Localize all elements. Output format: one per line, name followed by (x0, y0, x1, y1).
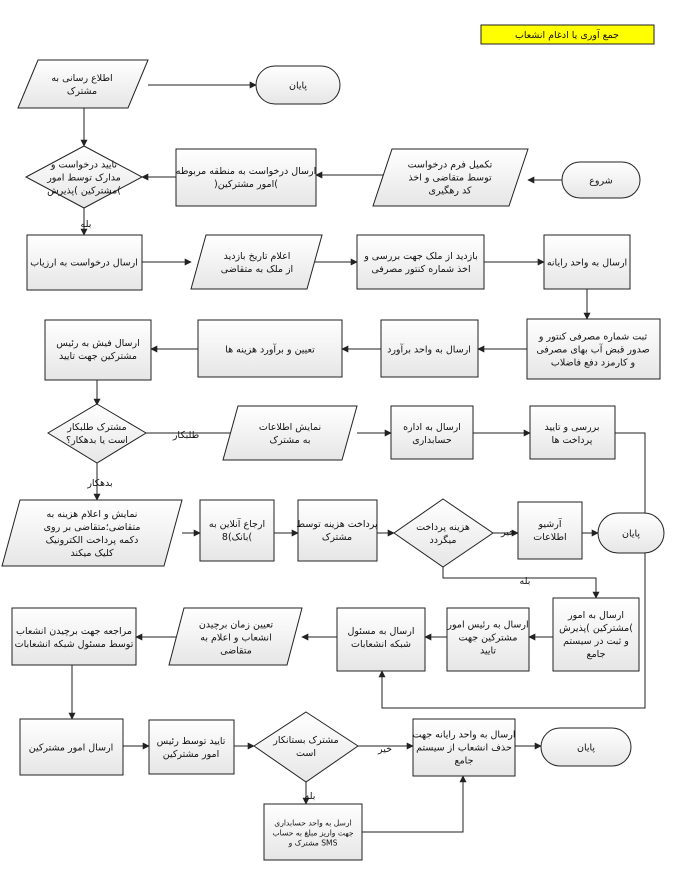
node-paid (394, 499, 493, 567)
node-text-n-review: بررسی و تایید (544, 422, 600, 433)
label-debtor: بدهکار (87, 478, 113, 489)
node-text-n-visit: بازدید از ملک جهت بررسی و (364, 251, 478, 262)
node-text-n-redirect: بانک)8( (221, 532, 253, 543)
node-text-n-refer: مراجعه جهت برچیدن انشعاب (16, 626, 132, 637)
node-text-n-refund: جهت واریز مبلغ به حساب (272, 828, 354, 838)
node-text-n-schedule: انشعاب و اعلام به (200, 632, 272, 644)
node-text-n-send-affairs: ارسال به امور (568, 610, 624, 621)
node-text-n-form: تکمیل فرم درخواست (407, 159, 493, 171)
node-text-n-form: کد رهگیری (428, 185, 472, 197)
node-text-n-delete: حذف انشعاب از سیستم (416, 742, 512, 754)
node-text-n-start: شروع (589, 175, 613, 187)
title-banner (481, 25, 654, 44)
node-creditor (48, 404, 146, 463)
node-text-n-send-eval: ارسال درخواست به ارزیاب (30, 257, 138, 269)
node-text-n-end3: پایان (576, 742, 596, 754)
node-text-n-approve: مدارک توسط امور (47, 172, 121, 184)
node-redirect (200, 500, 274, 561)
node-text-n-send-head: تایید (479, 645, 497, 657)
node-text-n-send-affairs: جامع (586, 649, 606, 660)
node-text-n-confirm: امور مشترکین (162, 749, 220, 760)
node-text-n-send-acc: حسابداری (412, 435, 452, 446)
node-text-n-redirect: ارجاع آنلاین به (208, 519, 266, 530)
node-text-n-record: صدور قبض آب بهای مصرفی (536, 344, 650, 356)
node-text-n-send-acc: ارسال به اداره (403, 422, 461, 433)
node-visit (357, 235, 484, 289)
node-send-fish (45, 320, 151, 380)
label-no-creditor2: خیر (378, 744, 392, 755)
node-text-n-review: پرداخت ها (551, 435, 593, 446)
node-inform (18, 60, 148, 108)
node-text-n-record: ثبت شماره مصرفی کنتور و (538, 331, 648, 343)
title-text: جمع آوری یا ادغام انشعاب (514, 30, 620, 41)
node-text-n-refund: مشترک و SMS (288, 838, 338, 848)
node-text-n-send-resp: ارسال به مسئول (347, 626, 415, 637)
node-text-n-end1: پایان (288, 80, 308, 92)
node-text-n-send-affairs: و ثبت در سیستم (563, 636, 629, 647)
node-text-n-paid: میگردد (429, 535, 457, 546)
node-text-n-delete: جامع (454, 755, 474, 767)
node-text-n-approve: تایید درخواست و (50, 159, 118, 171)
node-text-n-creditor: مشترک طلبکار (67, 422, 127, 433)
node-send-affairs (553, 598, 639, 671)
node-text-n-creditor2: است (296, 748, 316, 759)
label-creditor: طلبکار (172, 430, 200, 441)
node-text-n-refer: توسط مسئول شبکه انشعابات (14, 639, 134, 650)
node-text-n-schedule: تعیین زمان برچیدن (198, 619, 274, 631)
node-text-n-confirm: تایید توسط رئیس (156, 736, 226, 747)
node-text-n-inform: مشترک (66, 86, 98, 97)
node-text-n-send-affairs: مشترکین )پذیرش( (559, 623, 633, 634)
node-creditor2 (254, 712, 358, 782)
node-text-n-estimate: تعیین و برآورد هزینه ها (225, 344, 315, 356)
node-pay (298, 500, 377, 561)
label-yes-creditor2: بله (304, 791, 316, 802)
node-text-n-paid: هزینه پرداخت (416, 522, 470, 533)
label-yes-paid: بله (519, 576, 531, 587)
node-text-n-show-cost: دکمه پرداخت الکترونیک (45, 535, 139, 546)
node-text-n-send-estimate: ارسال به واحد برآورد (387, 344, 471, 356)
node-text-n-show-cost: نمایش و اعلام هزینه به (46, 509, 138, 520)
node-text-n-archive: آرشیو (538, 519, 562, 530)
node-archive (518, 502, 582, 559)
node-text-n-approve: مشترکین )پذیرش( (47, 185, 121, 197)
node-text-n-send-head: مشترکین جهت (458, 632, 518, 644)
node-text-n-show-info: نمایش اطلاعات (258, 422, 322, 433)
node-text-n-pay: مشترک (321, 532, 353, 543)
node-text-n-show-cost: متقاضی؛متقاضی بر روی (43, 522, 141, 533)
label-no-paid: خیر (501, 527, 515, 538)
node-send-region (176, 149, 316, 206)
node-text-n-inform: اطلاع رسانی به (51, 73, 113, 84)
node-text-n-delete: ارسال به واحد رایانه جهت (412, 729, 516, 741)
node-text-n-archive: اطلاعات (533, 532, 567, 543)
node-text-n-send-resp: شبکه انشعابات (351, 639, 411, 650)
node-text-n-send-affairs2: ارسال امور مشترکین (28, 742, 114, 754)
node-text-n-send-region: ارسال درخواست به منطقه مربوطه (175, 166, 317, 177)
node-confirm (149, 720, 234, 774)
node-text-n-date: اعلام تاریخ بازدید (223, 251, 291, 262)
node-text-n-send-head: ارسال به رئیس امور (447, 619, 529, 631)
node-text-n-show-cost: کلیک میکند (70, 548, 114, 559)
label-yes-approve: بله (80, 219, 92, 230)
node-text-n-date: از ملک به متقاضی (220, 264, 294, 275)
node-text-n-send-fish: مشترکین جهت تایید (59, 351, 137, 362)
node-text-n-end2: پایان (621, 528, 641, 540)
node-date (191, 235, 322, 289)
node-text-n-send-fish: ارسال فیش به رئیس (56, 338, 140, 349)
node-show-info (223, 406, 357, 460)
node-text-n-send-region: )امور مشترکین( (214, 179, 278, 190)
node-text-n-send-unit: ارسال به واحد رایانه (546, 257, 628, 269)
node-text-n-show-info: به مشترک (269, 435, 311, 446)
node-text-n-refund: ارسل به واحد حسابداری (274, 818, 352, 828)
node-text-n-record: و کارمزد دفع فاضلاب (550, 357, 636, 369)
arrow-refund-to-delete (362, 776, 463, 832)
node-text-n-creditor2: مشترک بستانکار (273, 735, 339, 746)
node-text-n-creditor: است یا بدهکار؟ (66, 435, 128, 446)
node-text-n-visit: اخذ شماره کنتور مصرفی (371, 264, 471, 275)
node-text-n-schedule: متقاضی (220, 645, 252, 657)
node-text-n-form: توسط متقاضی و اخذ (408, 172, 492, 184)
node-text-n-pay: پرداخت هزینه توسط (296, 519, 378, 530)
